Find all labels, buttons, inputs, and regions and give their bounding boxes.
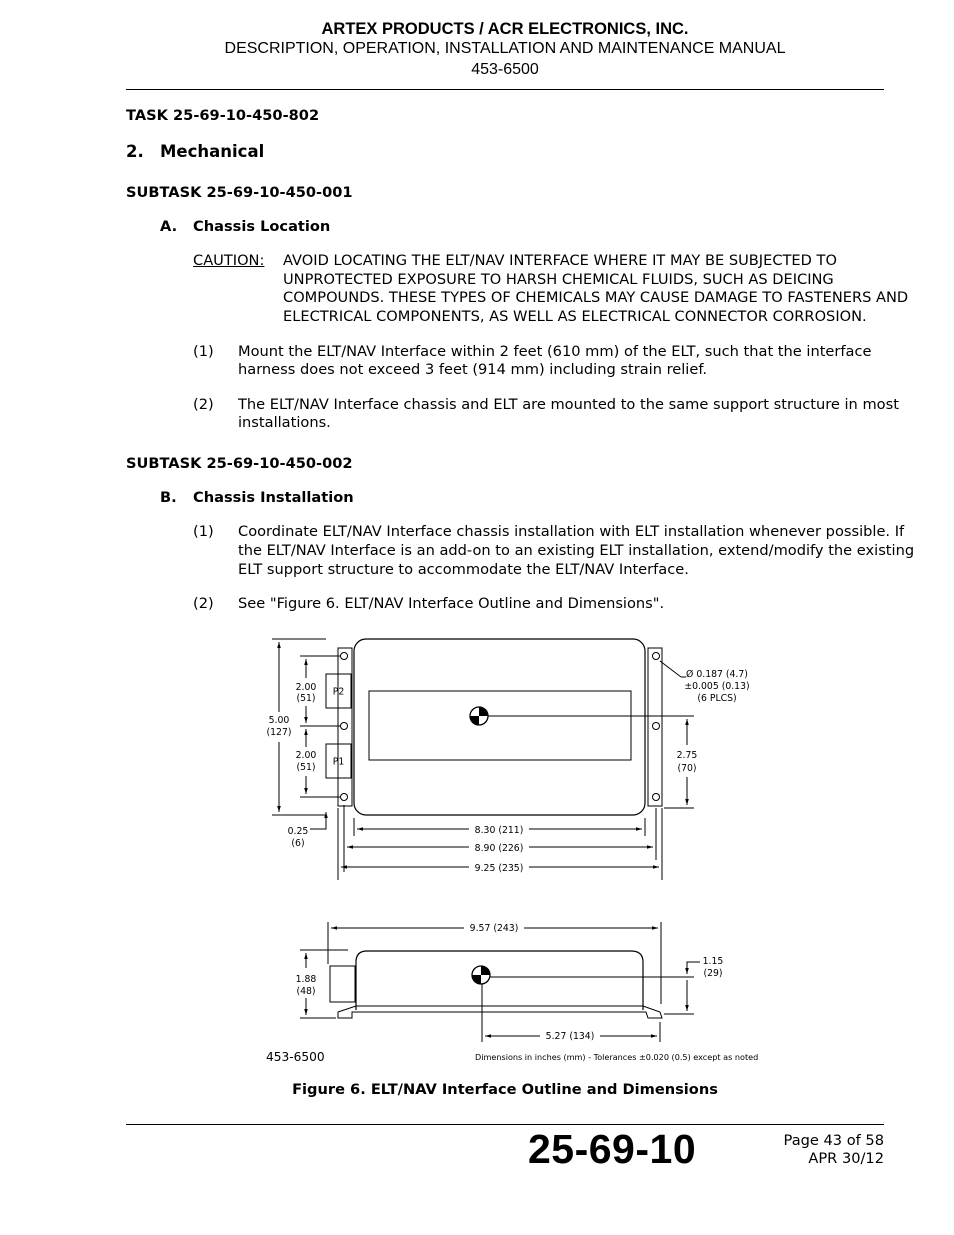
dim-label: ±0.005 (0.13) xyxy=(684,681,750,692)
step-number: (2) xyxy=(193,595,214,612)
figure-caption: Figure 6. ELT/NAV Interface Outline and Dimensions xyxy=(292,1081,718,1098)
header-part-number: 453-6500 xyxy=(471,61,539,78)
dim-label: (51) xyxy=(296,693,316,704)
dim-label: (6 PLCS) xyxy=(697,693,737,704)
step-line: Mount the ELT/NAV Interface within 2 feet (610 mm) of the ELT, such that the interface xyxy=(238,343,872,360)
subtask-2-id: SUBTASK 25-69-10-450-002 xyxy=(126,455,353,472)
chapter-number: 25-69-10 xyxy=(528,1126,697,1172)
dim-label: 8.90 (226) xyxy=(474,843,524,854)
step-number: (2) xyxy=(193,396,214,413)
mounting-hole xyxy=(653,653,660,660)
dimension-note: Dimensions in inches (mm) - Tolerances ±0.020 (0.5) except as noted xyxy=(475,1052,759,1062)
task-id: TASK 25-69-10-450-802 xyxy=(126,107,320,124)
dim-label: 1.15 xyxy=(702,956,724,967)
mounting-hole xyxy=(341,653,348,660)
step-number: (1) xyxy=(193,523,214,540)
caution-line: COMPOUNDS. THESE TYPES OF CHEMICALS MAY CAUSE DAMAGE TO FASTENERS AND xyxy=(283,289,909,306)
revision-date: APR 30/12 xyxy=(808,1150,884,1167)
mounting-hole xyxy=(341,723,348,730)
dim-label: 0.25 xyxy=(287,826,309,837)
dim-label: 9.57 (243) xyxy=(469,923,519,934)
dim-label: Ø 0.187 (4.7) xyxy=(686,669,748,680)
label-panel xyxy=(369,691,631,760)
dim-label: (127) xyxy=(266,727,292,738)
step-line: the ELT/NAV Interface is an add-on to an existing ELT installation, extend/modify the existing xyxy=(238,542,915,559)
dim-label: 8.30 (211) xyxy=(474,825,524,836)
dim-label: 5.00 xyxy=(268,715,290,726)
step-line: See "Figure 6. ELT/NAV Interface Outline and Dimensions". xyxy=(238,595,665,612)
step-number: (1) xyxy=(193,343,214,360)
header-manual-title: DESCRIPTION, OPERATION, INSTALLATION AND MAINTENANCE MANUAL xyxy=(224,40,786,57)
item-a-title: Chassis Location xyxy=(193,218,331,235)
right-mounting-flange xyxy=(648,648,662,806)
dim-label: 9.25 (235) xyxy=(474,863,524,874)
mounting-hole xyxy=(341,794,348,801)
dim-label: 2.00 xyxy=(295,682,317,693)
caution-line: AVOID LOCATING THE ELT/NAV INTERFACE WHERE IT MAY BE SUBJECTED TO xyxy=(283,252,837,269)
drawing-number: 453-6500 xyxy=(266,1050,325,1064)
item-a-letter: A. xyxy=(160,218,178,235)
caution-line: UNPROTECTED EXPOSURE TO HARSH CHEMICAL FLUIDS, SUCH AS DEICING xyxy=(283,271,834,288)
chassis-body-side xyxy=(356,951,643,1010)
dim-label: (70) xyxy=(677,763,697,774)
caution-label: CAUTION: xyxy=(193,252,265,269)
page-number: Page 43 of 58 xyxy=(783,1132,884,1149)
step-line: Coordinate ELT/NAV Interface chassis installation with ELT installation whenever possible. If xyxy=(238,523,905,540)
section-number: 2. xyxy=(126,142,144,161)
center-of-gravity-icon xyxy=(470,707,488,725)
dim-label: 2.00 xyxy=(295,750,317,761)
dim-label: (6) xyxy=(291,838,305,849)
item-b-title: Chassis Installation xyxy=(193,489,354,506)
connector-side xyxy=(330,966,355,1002)
dim-label: 1.88 xyxy=(295,974,317,985)
step-line: installations. xyxy=(238,414,331,431)
subtask-1-id: SUBTASK 25-69-10-450-001 xyxy=(126,184,353,201)
step-line: The ELT/NAV Interface chassis and ELT are mounted to the same support structure in most xyxy=(238,396,899,413)
left-mounting-flange xyxy=(338,648,352,806)
section-title: Mechanical xyxy=(160,142,265,161)
step-line: ELT support structure to accommodate the ELT/NAV Interface. xyxy=(238,561,689,578)
connector-p2-label: P2 xyxy=(332,686,345,698)
mounting-hole xyxy=(653,794,660,801)
dim-label: (48) xyxy=(296,986,316,997)
header-company: ARTEX PRODUCTS / ACR ELECTRONICS, INC. xyxy=(321,20,689,38)
footer-rule xyxy=(126,1124,884,1125)
dim-label: 5.27 (134) xyxy=(545,1031,595,1042)
dim-label: 2.75 xyxy=(676,750,698,761)
connector-p1-label: P1 xyxy=(332,756,345,768)
step-line: harness does not exceed 3 feet (914 mm) including strain relief. xyxy=(238,361,708,378)
caution-line: ELECTRICAL COMPONENTS, AS WELL AS ELECTRICAL CONNECTOR CORROSION. xyxy=(283,308,867,325)
dim-label: (51) xyxy=(296,762,316,773)
item-b-letter: B. xyxy=(160,489,177,506)
dim-label: (29) xyxy=(703,968,723,979)
chassis-body-top xyxy=(354,639,645,815)
center-of-gravity-icon xyxy=(472,966,490,984)
mounting-hole xyxy=(653,723,660,730)
